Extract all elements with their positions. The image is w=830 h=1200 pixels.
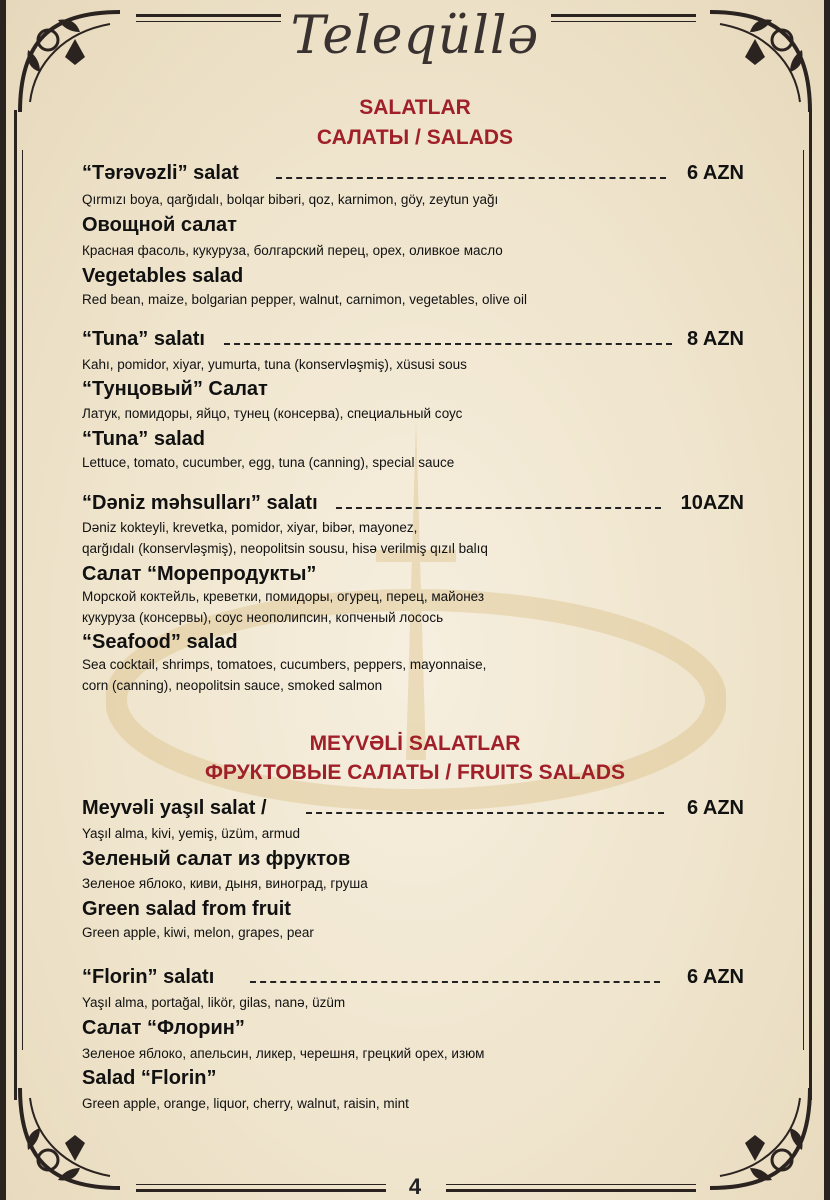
item-name-ru: Овощной салат [82, 214, 237, 236]
dot-leader [276, 177, 666, 179]
menu-page [6, 0, 824, 1200]
item-price: 10AZN [680, 492, 744, 514]
item-price: 6 AZN [686, 797, 744, 819]
item-desc-ru: Красная фасоль, кукуруза, болгарский перец, орех, оливкое масло [82, 243, 503, 258]
item-desc-ru: кукуруза (консервы), соус неополипсин, копченый лосось [82, 610, 444, 625]
page-number: 4 [408, 1174, 422, 1199]
item-name-ru: Салат “Морепродукты” [82, 563, 317, 585]
item-name-en: Green salad from fruit [82, 898, 291, 920]
item-name-az: Meyvəli yaşıl salat / [82, 797, 267, 819]
item-desc-az: Dəniz kokteyli, krevetka, pomidor, xiyar, bibər, mayonez, [82, 520, 418, 535]
item-desc-ru: Морской коктейль, креветки, помидоры, огурец, перец, майонез [82, 589, 485, 604]
item-name-az: “Dəniz məhsulları” salatı [82, 492, 318, 514]
item-desc-ru: Латук, помидоры, яйцо, тунец (консерва), специальный соус [82, 406, 463, 421]
item-name-az: “Florin” salatı [82, 966, 215, 988]
item-price: 8 AZN [686, 328, 744, 350]
section-title-ru-en: САЛАТЫ / SALADS [316, 126, 514, 149]
section-title-az: SALATLAR [359, 96, 471, 119]
item-name-az: “Tuna” salatı [82, 328, 205, 350]
item-name-en: Salad “Florin” [82, 1067, 217, 1089]
item-desc-az: Yaşıl alma, portağal, likör, gilas, nanə, üzüm [82, 995, 346, 1010]
item-desc-en: Sea cocktail, shrimps, tomatoes, cucumbers, peppers, mayonnaise, [82, 657, 487, 672]
item-name-ru: Салат “Флорин” [82, 1017, 245, 1039]
item-name-ru: “Тунцовый” Салат [82, 378, 268, 400]
item-price: 6 AZN [686, 162, 744, 184]
item-desc-ru: Зеленое яблоко, апельсин, ликер, черешня, грецкий орех, изюм [82, 1046, 485, 1061]
section-title-ru-en: ФРУКТОВЫЕ САЛАТЫ / FRUITS SALADS [204, 761, 626, 784]
dot-leader [306, 812, 664, 814]
item-desc-ru: Зеленое яблоко, киви, дыня, виноград, груша [82, 876, 368, 891]
dot-leader [250, 981, 660, 983]
item-name-en: “Seafood” salad [82, 631, 238, 653]
item-name-ru: Зеленый салат из фруктов [82, 848, 351, 870]
dot-leader [336, 507, 661, 509]
dot-leader [224, 343, 672, 345]
brand-title: Teleqüllə [290, 6, 540, 66]
item-desc-en: Lettuce, tomato, cucumber, egg, tuna (canning), special sauce [82, 455, 455, 470]
item-desc-en: Green apple, kiwi, melon, grapes, pear [82, 925, 314, 940]
item-desc-az: Yaşıl alma, kivi, yemiş, üzüm, armud [82, 826, 301, 841]
item-price: 6 AZN [686, 966, 744, 988]
item-desc-en: corn (canning), neopolitsin sauce, smoked salmon [82, 678, 383, 693]
item-desc-az: qarğıdalı (konservləşmiş), neopolitsin sousu, hisə verilmiş qızıl balıq [82, 541, 488, 556]
item-desc-en: Green apple, orange, liquor, cherry, walnut, raisin, mint [82, 1096, 409, 1111]
item-desc-en: Red bean, maize, bolgarian pepper, walnut, carnimon, vegetables, olive oil [82, 292, 528, 307]
item-desc-az: Qırmızı boya, qarğıdalı, bolqar bibəri, qoz, karnimon, göy, zeytun yağı [82, 192, 499, 207]
item-name-az: “Tərəvəzli” salat [82, 162, 239, 184]
item-name-en: Vegetables salad [82, 265, 244, 287]
item-desc-az: Kahı, pomidor, xiyar, yumurta, tuna (konservləşmiş), xüsusi sous [82, 357, 467, 372]
section-title-az: MEYVƏLİ SALATLAR [309, 732, 521, 755]
item-name-en: “Tuna” salad [82, 428, 205, 450]
